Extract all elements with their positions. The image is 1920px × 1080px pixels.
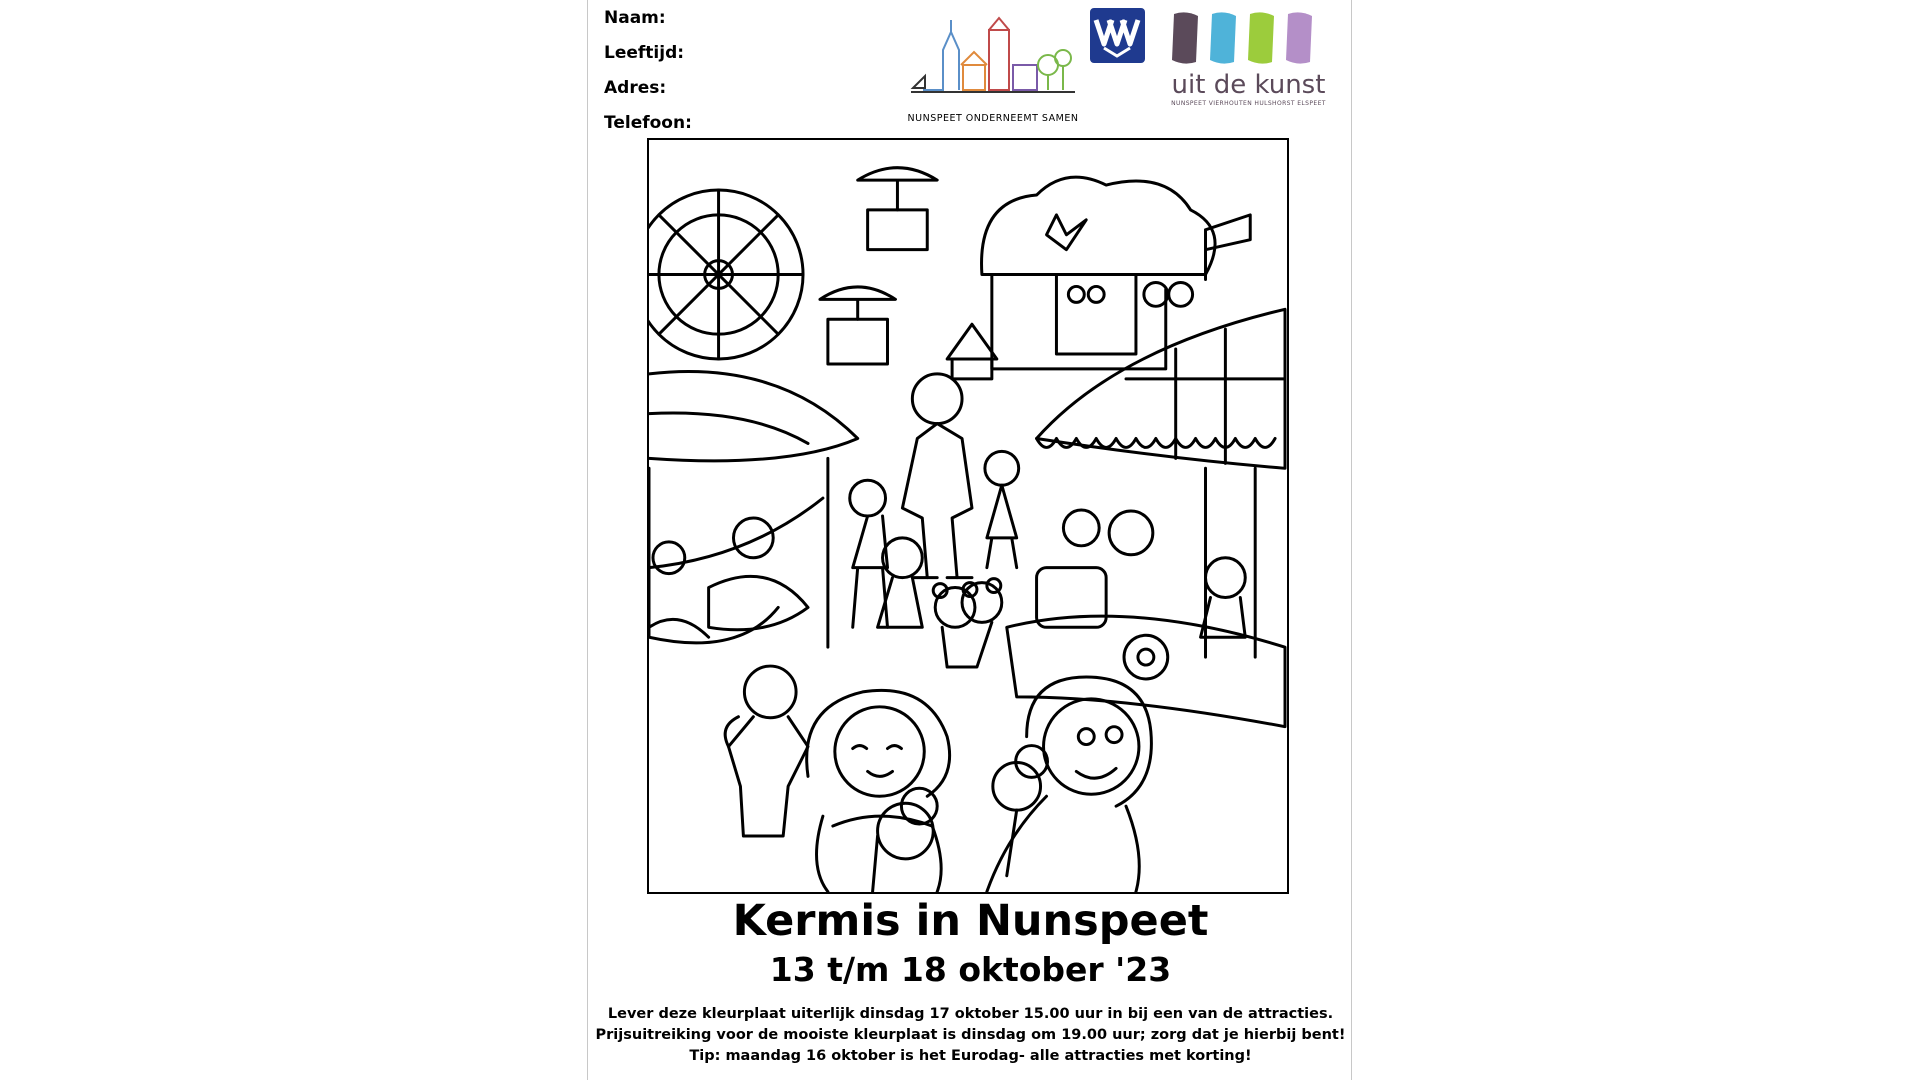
event-dates: 13 t/m 18 oktober '23 — [769, 950, 1172, 989]
age-label: Leeftijd: — [604, 43, 685, 63]
instruction-line: Prijsuitreiking voor de mooiste kleurplaat is dinsdag om 19.00 uur; zorg dat je hierbij bent! — [595, 1027, 1346, 1043]
vvv-logo-icon — [1090, 8, 1145, 63]
instruction-line: Lever deze kleurplaat uiterlijk dinsdag 17 oktober 15.00 uur in bij een van de attracties. — [607, 1006, 1334, 1022]
phone-label: Telefoon: — [604, 113, 692, 133]
page-title: Kermis in Nunspeet — [732, 896, 1209, 946]
coloring-illustration — [647, 138, 1289, 894]
instruction-line: Tip: maandag 16 oktober is het Eurodag- alle attracties met korting! — [689, 1048, 1252, 1064]
nunspeet-logo — [903, 10, 1083, 124]
uitdekunst-subtitle: NUNSPEET VIERHOUTEN HULSHORST ELSPEET — [1171, 100, 1326, 107]
coloring-sheet — [587, 0, 1352, 1080]
vvv-logo — [1090, 8, 1145, 63]
kermis-coloring-scene-icon — [649, 140, 1287, 892]
uitdekunst-logo — [1166, 8, 1331, 118]
nunspeet-skyline-icon — [903, 10, 1083, 105]
uitdekunst-name: uit de kunst — [1171, 70, 1326, 100]
name-label: Naam: — [604, 8, 666, 28]
nunspeet-caption: NUNSPEET ONDERNEEMT SAMEN — [907, 113, 1079, 124]
uitdekunst-brush-icon — [1166, 8, 1331, 66]
instructions — [588, 1004, 1353, 1067]
address-label: Adres: — [604, 78, 667, 98]
